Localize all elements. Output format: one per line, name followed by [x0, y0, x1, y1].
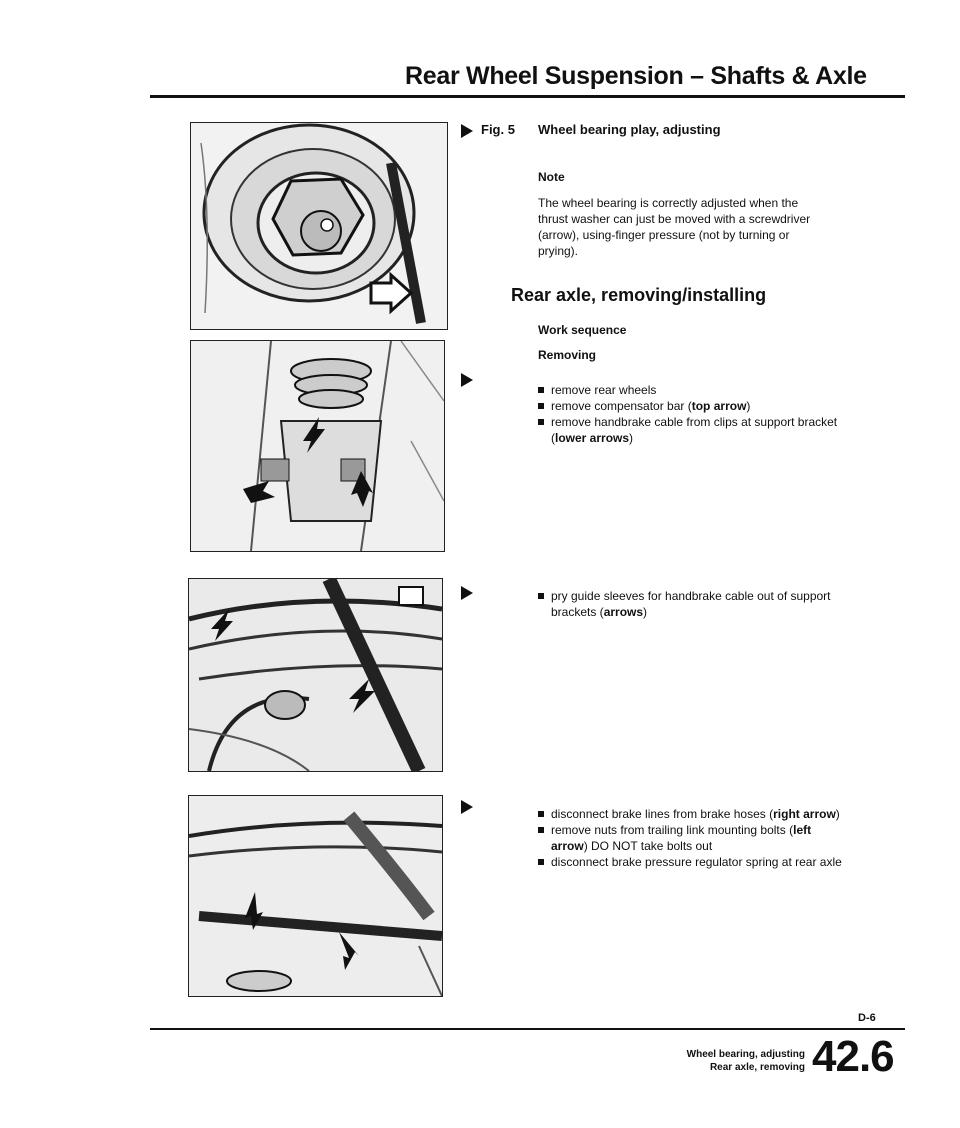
- step-text-post: ) DO NOT take bolts out: [583, 839, 713, 853]
- step-item: [538, 822, 843, 854]
- step-arrow-ref: right arrow: [773, 807, 836, 821]
- page-title: Rear Wheel Suspension – Shafts & Axle: [405, 62, 867, 90]
- header-rule: [150, 95, 905, 98]
- step-text-post: ): [643, 605, 648, 619]
- removing-label: Removing: [538, 348, 597, 362]
- step-text: remove compensator bar (: [551, 399, 692, 413]
- section-title: Rear axle, removing/installing: [511, 285, 767, 305]
- steps-list-1: [538, 382, 838, 446]
- step-item: [538, 414, 838, 446]
- step-arrow-ref: top arrow: [691, 399, 747, 413]
- step-item: [538, 806, 843, 822]
- figure-compensator-bar: [190, 340, 445, 552]
- step-text-post: ): [746, 399, 751, 413]
- step-item: [538, 398, 838, 414]
- step-text: remove rear wheels: [551, 383, 657, 397]
- pointer-arrow-step1: [461, 373, 473, 387]
- pointer-arrow-fig5: [461, 124, 473, 138]
- figure-brake-lines: [188, 795, 443, 997]
- figure-caption-number: Fig. 5: [481, 122, 515, 137]
- step-text-post: ): [835, 807, 840, 821]
- step-text: pry guide sleeves for handbrake cable out of support brackets (: [551, 589, 831, 619]
- step-item: [538, 588, 838, 620]
- footer-rule: [150, 1028, 905, 1030]
- step-item: [538, 854, 843, 870]
- note-label: Note: [538, 170, 565, 184]
- work-sequence-label: Work sequence: [538, 323, 627, 337]
- pointer-arrow-step2: [461, 586, 473, 600]
- footer-label-line2: Rear axle, removing: [709, 1062, 805, 1073]
- step-text: remove nuts from trailing link mounting bolts (: [551, 823, 794, 837]
- step-text: disconnect brake pressure regulator spring at rear axle: [551, 855, 842, 869]
- figure-caption-title: Wheel bearing play, adjusting: [538, 122, 721, 137]
- steps-list-3: [538, 806, 843, 870]
- page-code: D-6: [858, 1012, 876, 1024]
- step-text: remove handbrake cable from clips at support bracket (: [551, 415, 838, 445]
- step-arrow-ref: left arrow: [551, 823, 812, 853]
- step-text: disconnect brake lines from brake hoses (: [551, 807, 774, 821]
- step-arrow-ref: arrows: [603, 605, 644, 619]
- steps-list-2: [538, 588, 838, 620]
- figure-wheel-bearing: [190, 122, 448, 330]
- step-item: [538, 382, 838, 398]
- note-text: The wheel bearing is correctly adjusted when the thrust washer can just be moved with a screwdriver (arrow), using-finger pressure (not by turning or prying).: [538, 196, 811, 258]
- footer-topic-label: [640, 1048, 805, 1074]
- pointer-arrow-step3: [461, 800, 473, 814]
- step-text-post: ): [629, 431, 634, 445]
- step-arrow-ref: lower arrows: [555, 431, 630, 445]
- figure-handbrake-sleeves: [188, 578, 443, 772]
- footer-label-line1: Wheel bearing, adjusting: [686, 1049, 805, 1060]
- page-number: 42.6: [812, 1032, 894, 1081]
